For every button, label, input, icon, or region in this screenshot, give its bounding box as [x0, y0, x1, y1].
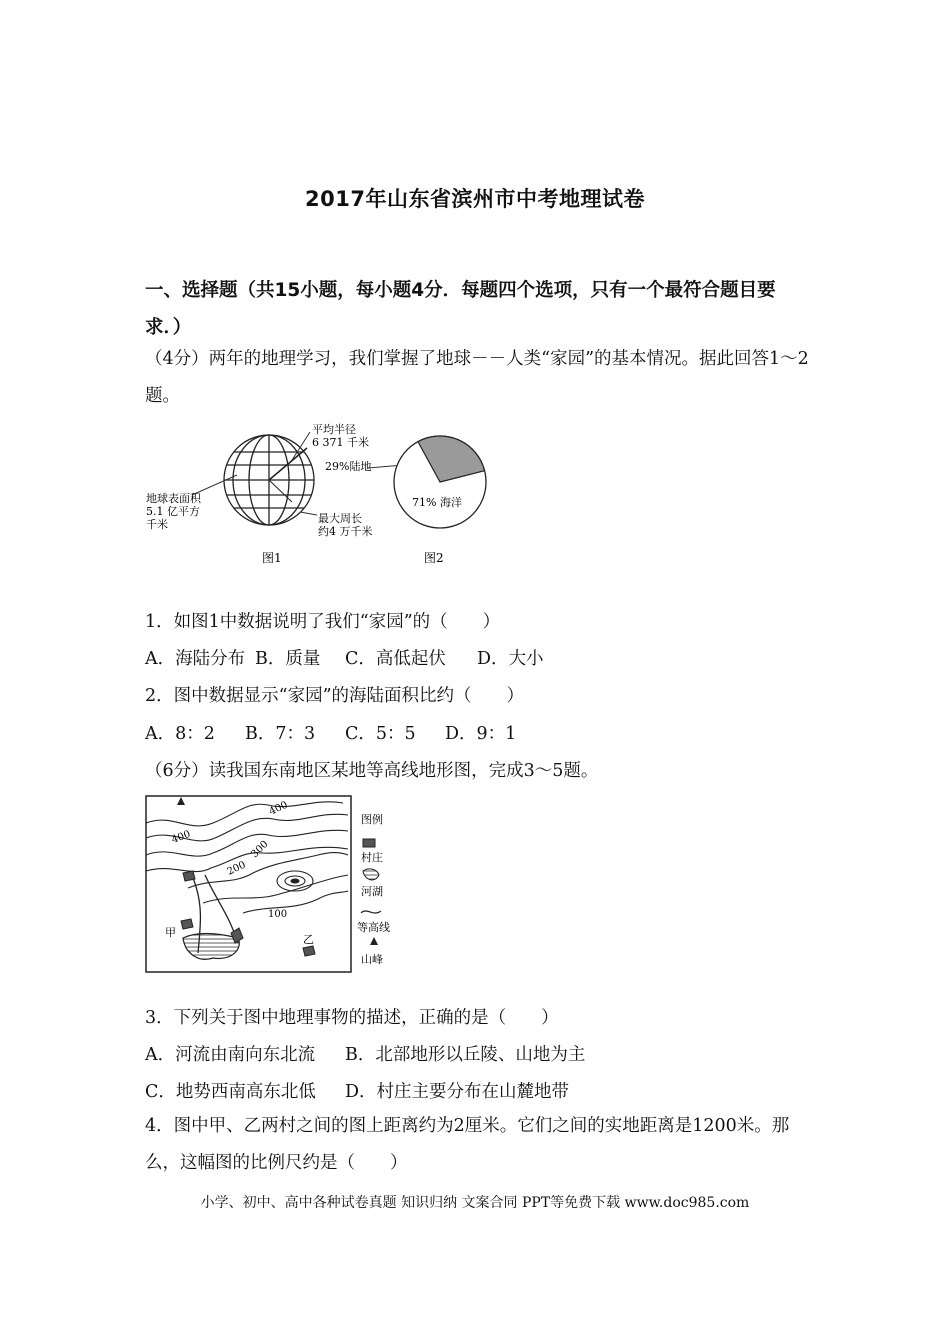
question-2-stem: 2．图中数据显示“家园”的海陆面积比约（ ） [145, 686, 525, 706]
legend-title: 图例 [361, 813, 383, 826]
village-icon [183, 871, 195, 881]
label-ocean: 71% 海洋 [412, 496, 462, 509]
village-jia-icon [181, 919, 193, 929]
label-village-yi: 乙 [303, 933, 314, 946]
earth-figure [142, 420, 502, 570]
q3-option-d[interactable]: D．村庄主要分布在山麓地带 [345, 1082, 570, 1102]
q2-option-c[interactable]: C．5：5 [345, 724, 416, 744]
label-radius-1: 平均半径 [312, 423, 356, 436]
caption-figure-1: 图1 [262, 551, 282, 565]
q2-option-d[interactable]: D．9：1 [445, 724, 517, 744]
q1-option-d[interactable]: D．大小 [477, 649, 544, 669]
intro-paragraph-2: （6分）读我国东南地区某地等高线地形图，完成3～5题。 [145, 761, 599, 781]
caption-figure-2: 图2 [424, 551, 444, 565]
question-4-stem: 4．图中甲、乙两村之间的图上距离约为2厘米。它们之间的实地距离是1200米。那么，这幅图的比例尺约是（ ） [145, 1116, 790, 1173]
label-surface-1: 地球表面积 [146, 492, 201, 505]
contour-label-200: 200 [225, 859, 248, 878]
label-radius-2: 6 371 千米 [312, 436, 369, 449]
contour-label-400a: 400 [267, 799, 290, 818]
label-circumference-2: 约4 万千米 [318, 525, 373, 538]
map-legend [357, 812, 390, 966]
label-village-jia: 甲 [165, 926, 176, 939]
question-1-options [145, 645, 544, 670]
label-surface-3: 千米 [146, 518, 168, 531]
village-yi-icon [303, 946, 315, 956]
contour-label-400b: 400 [170, 828, 192, 846]
section-heading: 一、选择题（共15小题，每小题4分．每题四个选项，只有一个最符合题目要求．） [145, 280, 776, 338]
contour-map [143, 793, 403, 977]
question-3-options-row-2 [145, 1078, 569, 1103]
q3-option-c[interactable]: C．地势西南高东北低 [145, 1082, 316, 1102]
legend-lake: 河湖 [361, 885, 383, 898]
contour-label-100: 100 [268, 909, 288, 920]
q2-option-b[interactable]: B．7：3 [245, 724, 316, 744]
question-3-stem: 3．下列关于图中地理事物的描述，正确的是（ ） [145, 1008, 559, 1028]
q3-option-a[interactable]: A．河流由南向东北流 [145, 1045, 316, 1065]
legend-contour: 等高线 [357, 921, 390, 934]
q2-option-a[interactable]: A．8：2 [145, 724, 215, 744]
question-2-options [145, 720, 516, 745]
label-land: 29%陆地 [325, 460, 372, 473]
label-circumference-1: 最大周长 [318, 512, 362, 525]
q1-option-c[interactable]: C．高低起伏 [345, 649, 446, 669]
page-footer: 小学、初中、高中各种试卷真题 知识归纳 文案合同 PPT等免费下载 www.doc985.com [200, 1195, 750, 1211]
label-surface-2: 5.1 亿平方 [146, 505, 200, 518]
q1-option-a[interactable]: A．海陆分布 [145, 649, 246, 669]
contour-label-300: 300 [249, 838, 271, 861]
page-title: 2017年山东省滨州市中考地理试卷 [305, 187, 645, 211]
land-ocean-pie [394, 436, 486, 528]
q3-option-b[interactable]: B．北部地形以丘陵、山地为主 [345, 1045, 586, 1065]
legend-village: 村庄 [361, 851, 383, 864]
legend-peak: 山峰 [361, 953, 383, 966]
question-1-stem: 1．如图1中数据说明了我们“家园”的（ ） [145, 612, 501, 632]
question-3-options-row-1 [145, 1041, 585, 1066]
intro-paragraph-1: （4分）两年的地理学习，我们掌握了地球－－人类“家园”的基本情况。据此回答1～2题。 [145, 349, 809, 406]
globe-illustration [224, 435, 314, 525]
q1-option-b[interactable]: B．质量 [255, 649, 321, 669]
